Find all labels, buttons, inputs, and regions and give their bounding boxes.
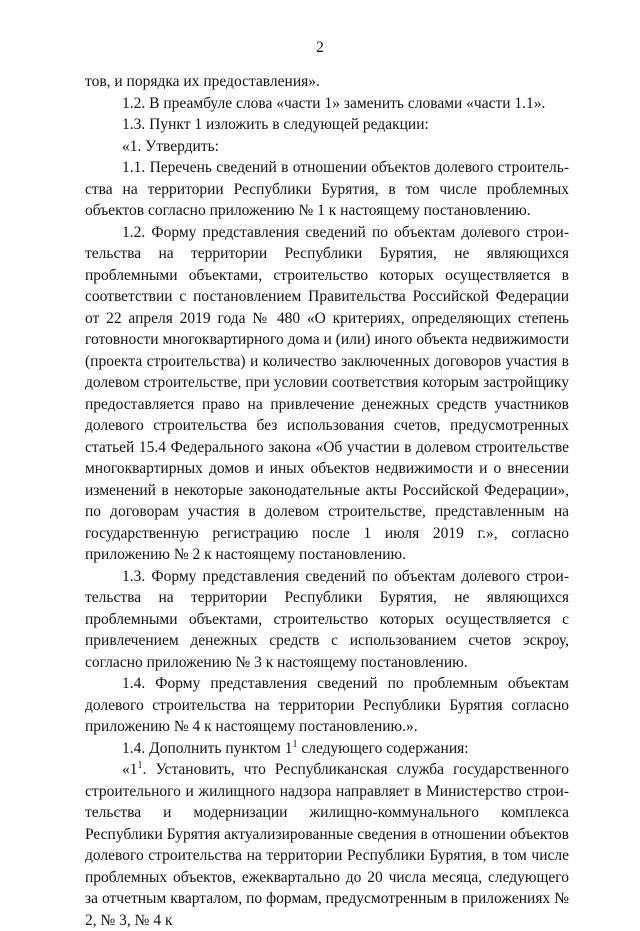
paragraph-1-1-list: 1.1. Перечень сведений в отношении объектов долевого строительства на территории Республики Бурятия, в том числе проблемных объектов согласно приложению № 1 к настоящему постановлению. (85, 159, 569, 219)
page-number: 2 (316, 39, 324, 56)
paragraph-continuation: тов, и порядка их предоставления». (85, 73, 320, 90)
paragraph-1-2-form: 1.2. Форму представления сведений по объектам долевого строительства на территории Республики Бурятия, не являющихся проблемными объектами, строительство которых осуществляется в соответствии с постановлением Правительства Российской Федерации от 22 апреля 2019 года № 480 «О критериях, определяющих степень готовности многоквартирного дома и (или) иного объекта недвижимости (проекта строительства) и количество заключенных договоров участия в долевом строительстве, при условии соответствия которым застройщику предоставляется право на привлечение денежных средств участников долевого строительства без использования счетов, предусмотренных статьей 15.4 Федерального закона «Об участии в долевом строительстве многоквартирных домов и иных объектов недвижимости и о внесении изменений в некоторые законодательные акты Российской Федерации», по договорам участия в долевом строительстве, представленным на государственную регистрацию после 1 июля 2019 г.», согласно приложению № 2 к настоящему постановлению. (85, 223, 569, 563)
paragraph-item-1-3-point-1: 1.3. Пункт 1 изложить в следующей редакции: (122, 116, 429, 133)
document-body (85, 71, 569, 931)
paragraph-text-end: следующего содержания: (297, 739, 469, 757)
paragraph-item-1-4-supplement (85, 738, 569, 760)
superscript-index: 1 (137, 760, 143, 771)
paragraph-text-start: 1.4. Дополнить пунктом 1 (122, 739, 293, 757)
paragraph-1-4-form-problem: 1.4. Форму представления сведений по проблемным объектам долевого строительства на территории Республики Бурятия согласно приложению № 4 к настоящему постановлению.». (85, 675, 569, 735)
paragraph-point-1-1-establish (85, 759, 569, 931)
paragraph-1-3-form-escrow: 1.3. Форму представления сведений по объектам долевого строительства на территории Республики Бурятия, не являющихся проблемными объектами, строительство которых осуществляется с привлечением денежных средств с использованием счетов эскроу, согласно приложению № 3 к настоящему постановлению. (85, 567, 569, 671)
paragraph-text-end: . Установить, что Республиканская служба государственного строительного и жилищного надзора направляет в Министерство строительства и модернизации жилищно-коммунального комплекса Республики Бурятия актуализированные сведения в отношении объектов долевого строительства на территории Республики Бурятия, в том числе проблемных объектов, ежеквартально до 20 числа месяца, следующего за отчетным кварталом, по формам, предусмотренным в приложениях № 2, № 3, № 4 к (85, 761, 569, 929)
paragraph-item-1-2-preamble: 1.2. В преамбуле слова «части 1» заменить словами «части 1.1». (122, 94, 546, 112)
superscript-index: 1 (292, 738, 298, 750)
paragraph-approve: «1. Утвердить: (122, 137, 219, 155)
paragraph-text-start: «1 (122, 761, 138, 778)
